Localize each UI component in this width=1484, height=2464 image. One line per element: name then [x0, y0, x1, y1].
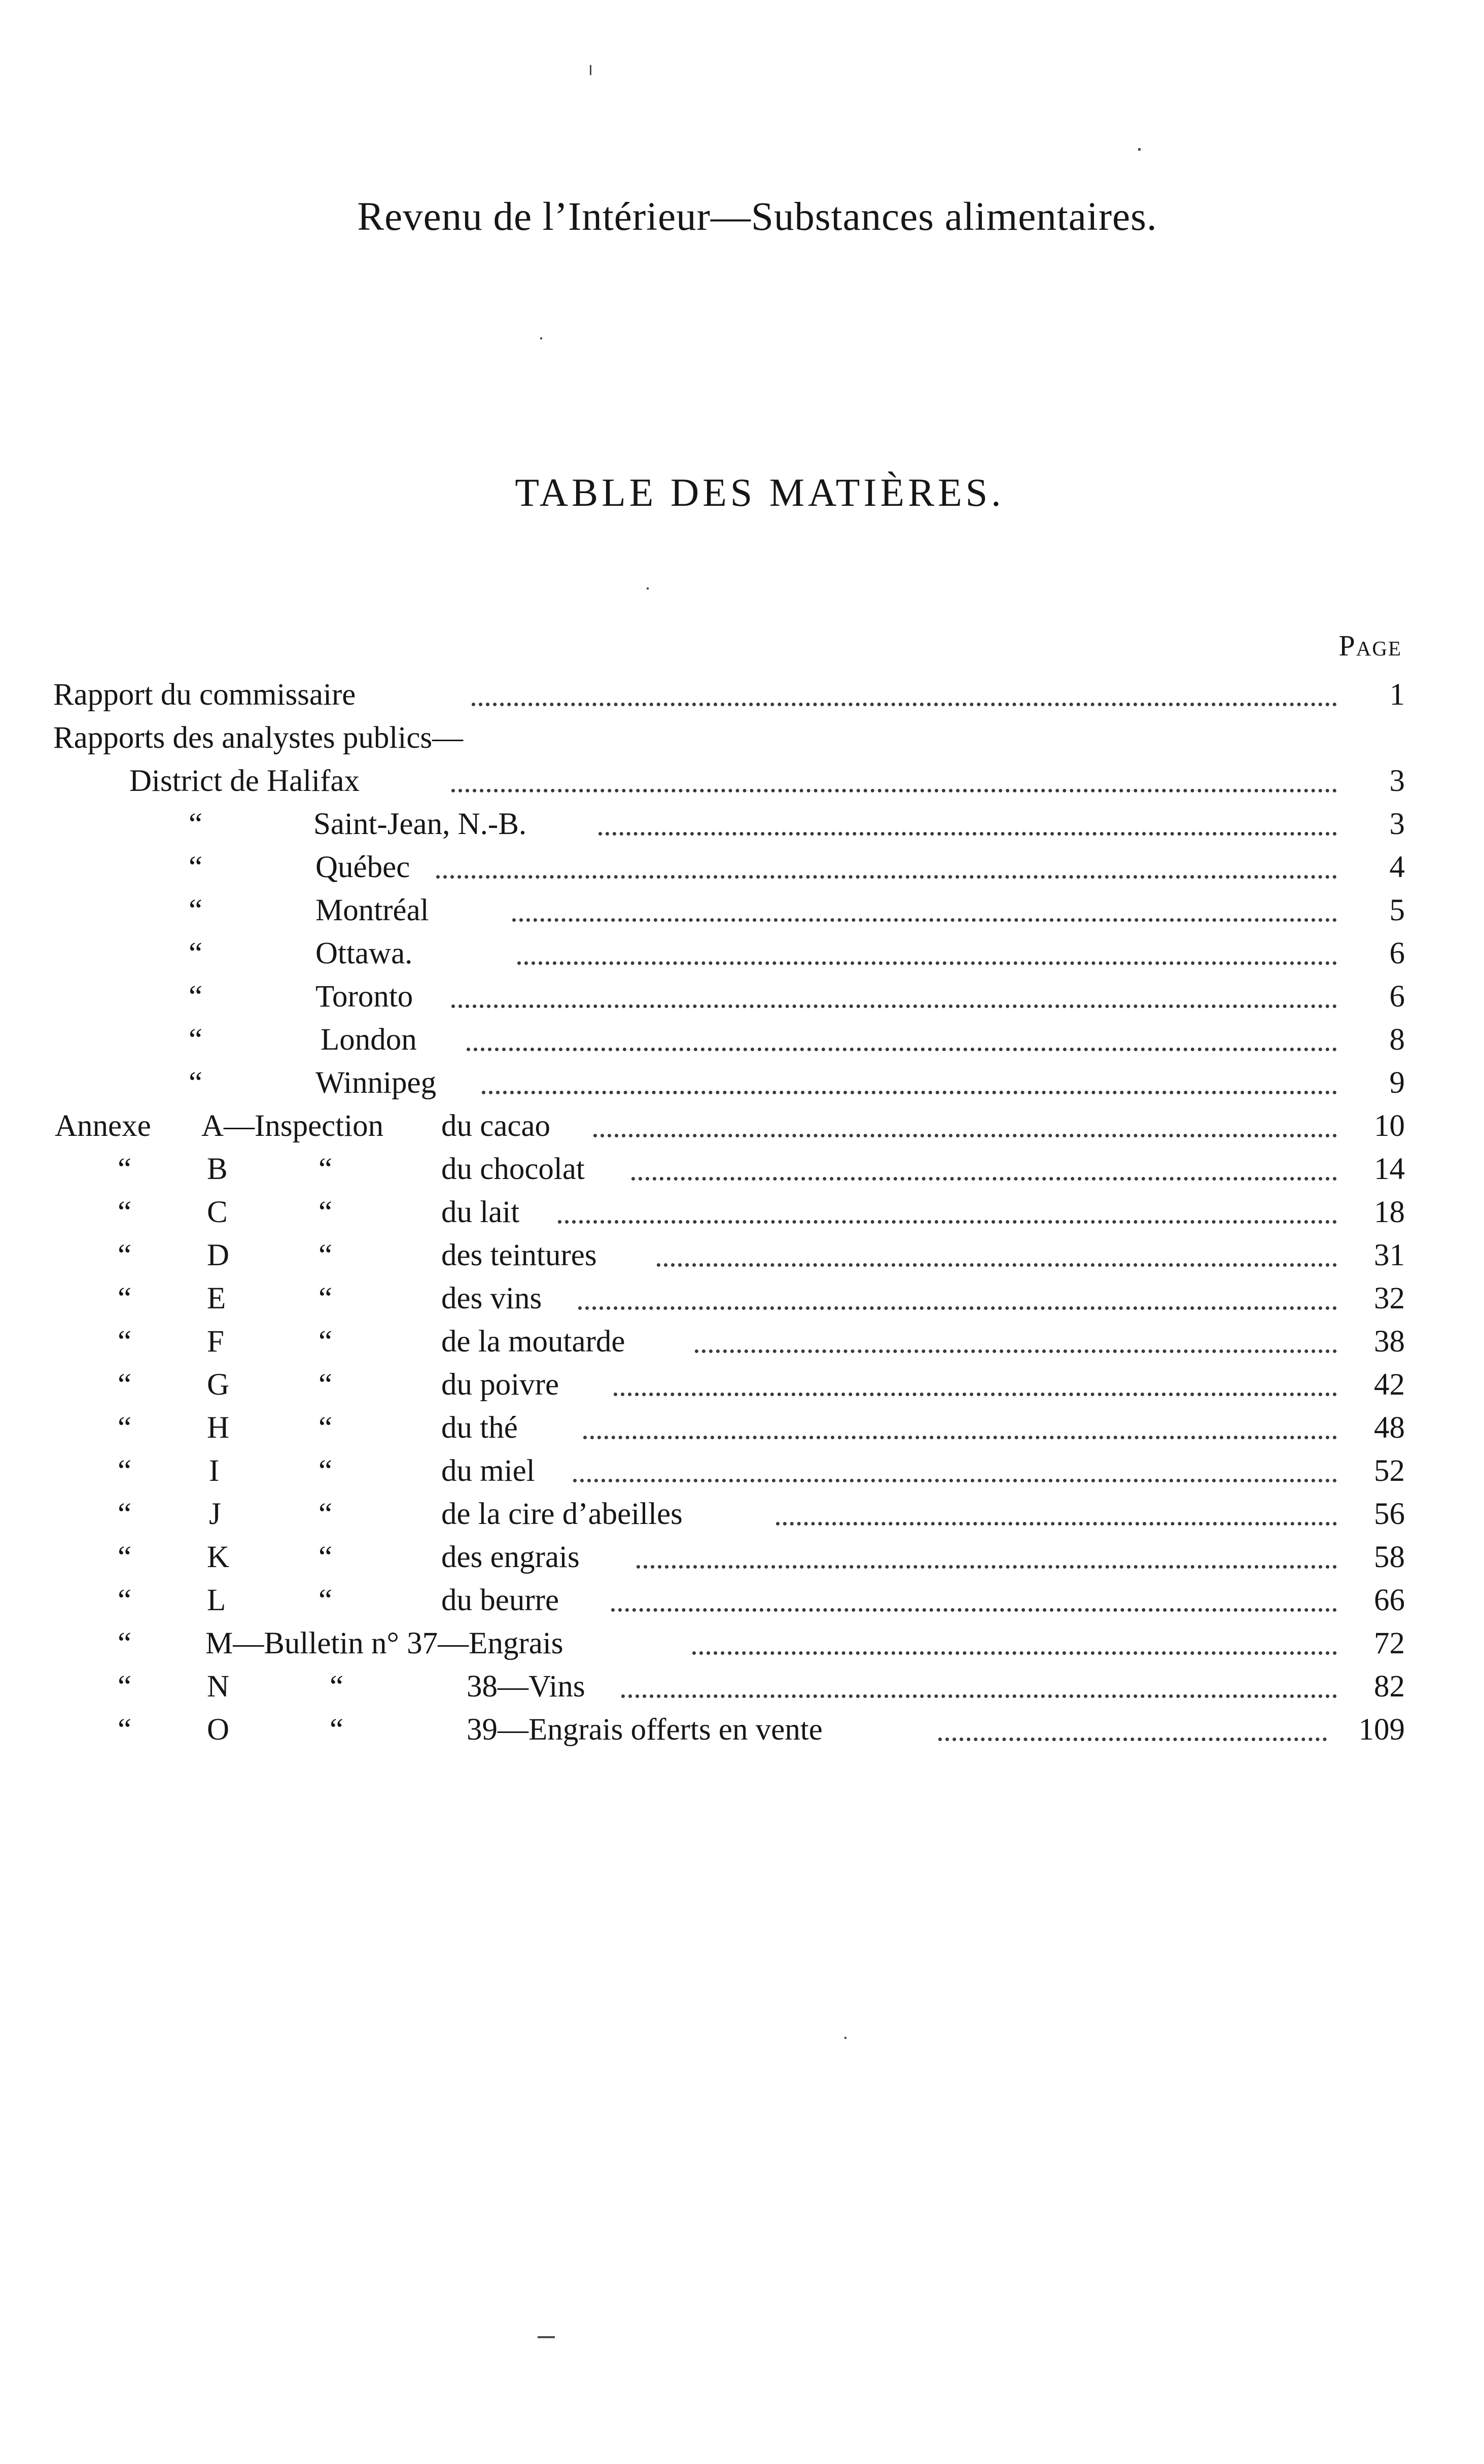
toc-entry — [0, 1363, 1484, 1406]
ditto-mark: “ — [189, 850, 203, 884]
annexe-letter: A—Inspection — [201, 1109, 384, 1143]
annexe-letter: K — [207, 1540, 230, 1574]
dot-leader — [436, 875, 1337, 879]
ditto-mark: “ — [319, 1540, 333, 1574]
toc-section-heading — [0, 716, 1484, 759]
ditto-mark: “ — [319, 1325, 333, 1359]
toc-entry-page: 66 — [1374, 1583, 1405, 1617]
toc-entry — [0, 1536, 1484, 1579]
toc-entry-label: Ottawa. — [315, 936, 413, 970]
toc-entry — [0, 1234, 1484, 1277]
toc-entry-label: de la cire d’abeilles — [441, 1497, 683, 1531]
toc-entry-page: 52 — [1374, 1454, 1405, 1488]
toc-entry-label: Winnipeg — [315, 1066, 437, 1100]
toc-entry-page: 4 — [1389, 850, 1405, 884]
toc-entry-page: 32 — [1374, 1281, 1405, 1315]
toc-entry-page: 9 — [1389, 1066, 1405, 1100]
toc-entry — [0, 1665, 1484, 1708]
toc-entry — [0, 889, 1484, 932]
toc-entry-page: 1 — [1389, 678, 1405, 712]
ditto-mark: “ — [319, 1152, 333, 1186]
annexe-prefix: Annexe — [55, 1109, 151, 1143]
dot-leader — [637, 1565, 1337, 1569]
toc-entry-label: de la moutarde — [441, 1325, 625, 1359]
annexe-letter: E — [207, 1281, 226, 1315]
dot-leader — [472, 703, 1337, 706]
toc-entry-label: 39—Engrais offerts en vente — [467, 1713, 823, 1747]
toc-entry-label: du miel — [441, 1454, 535, 1488]
toc-entry-page: 3 — [1389, 807, 1405, 841]
toc-entry-label: du cacao — [441, 1109, 551, 1143]
dot-leader — [451, 789, 1337, 792]
dot-leader — [593, 1134, 1337, 1137]
ditto-mark: “ — [330, 1670, 344, 1704]
dot-leader — [695, 1349, 1337, 1353]
ditto-mark: “ — [189, 980, 203, 1014]
scan-speck — [1138, 148, 1141, 151]
dot-leader — [482, 1091, 1337, 1094]
ditto-mark: “ — [189, 936, 203, 970]
toc-entry-page: 38 — [1374, 1325, 1405, 1359]
ditto-mark: “ — [189, 1023, 203, 1057]
ditto-mark: “ — [118, 1195, 132, 1229]
toc-entry — [0, 673, 1484, 716]
toc-entry — [0, 1061, 1484, 1104]
toc-heading: TABLE DES MATIÈRES. — [515, 470, 1005, 514]
dot-leader — [614, 1393, 1337, 1396]
ditto-mark: “ — [118, 1626, 132, 1660]
toc-entry — [0, 1104, 1484, 1148]
toc-entry-page: 8 — [1389, 1023, 1405, 1057]
ditto-mark: “ — [189, 893, 203, 927]
ditto-mark: “ — [118, 1583, 132, 1617]
toc-entry-label: Montréal — [315, 893, 429, 927]
scan-speck — [538, 2336, 555, 2338]
annexe-letter: I — [209, 1454, 220, 1488]
toc-entry-page: 18 — [1374, 1195, 1405, 1229]
annexe-letter: L — [207, 1583, 226, 1617]
toc-entry-page: 48 — [1374, 1411, 1405, 1445]
toc-entry-label: Québec — [315, 850, 410, 884]
toc-entry — [0, 1622, 1484, 1665]
dot-leader — [467, 1048, 1337, 1051]
toc-entry — [0, 1277, 1484, 1320]
toc-entry — [0, 1018, 1484, 1061]
dot-leader — [451, 1004, 1337, 1008]
toc-entry — [0, 759, 1484, 803]
dot-leader — [938, 1738, 1327, 1741]
toc-entry-page: 3 — [1389, 764, 1405, 798]
ditto-mark: “ — [319, 1411, 333, 1445]
scan-speck — [590, 65, 591, 75]
toc-entry — [0, 803, 1484, 846]
toc-entry-label: District de Halifax — [129, 764, 360, 798]
ditto-mark: “ — [319, 1454, 333, 1488]
toc-entry-label: du thé — [441, 1411, 518, 1445]
toc-entry-label: des teintures — [441, 1238, 597, 1272]
toc-entry-label: des vins — [441, 1281, 542, 1315]
annexe-letter: F — [207, 1325, 224, 1359]
toc-entry — [0, 846, 1484, 889]
toc-entry-page: 6 — [1389, 980, 1405, 1014]
ditto-mark: “ — [319, 1195, 333, 1229]
toc-entry-label: Saint-Jean, N.-B. — [313, 807, 527, 841]
annexe-letter: H — [207, 1411, 230, 1445]
dot-leader — [598, 832, 1337, 836]
scan-speck — [647, 587, 649, 589]
toc-entry-label: Toronto — [315, 980, 413, 1014]
ditto-mark: “ — [319, 1583, 333, 1617]
toc-entry — [0, 932, 1484, 975]
toc-entry-page: 10 — [1374, 1109, 1405, 1143]
annexe-letter: B — [207, 1152, 228, 1186]
ditto-mark: “ — [118, 1368, 132, 1402]
dot-leader — [776, 1522, 1337, 1525]
toc-entry-label: du lait — [441, 1195, 520, 1229]
toc-entry-label: du beurre — [441, 1583, 559, 1617]
toc-entry-page: 56 — [1374, 1497, 1405, 1531]
dot-leader — [558, 1220, 1337, 1224]
annexe-letter: J — [209, 1497, 221, 1531]
annexe-letter: N — [207, 1670, 230, 1704]
dot-leader — [611, 1608, 1337, 1612]
toc-entry-page: 6 — [1389, 936, 1405, 970]
annexe-letter: G — [207, 1368, 230, 1402]
ditto-mark: “ — [189, 807, 203, 841]
annexe-letter: D — [207, 1238, 230, 1272]
scan-speck — [540, 337, 542, 339]
ditto-mark: “ — [118, 1497, 132, 1531]
toc-entry-page: 82 — [1374, 1670, 1405, 1704]
toc-entry-label: du chocolat — [441, 1152, 585, 1186]
ditto-mark: “ — [118, 1454, 132, 1488]
toc-entry-page: 42 — [1374, 1368, 1405, 1402]
toc-entry-page: 5 — [1389, 893, 1405, 927]
dot-leader — [692, 1651, 1337, 1655]
toc-entry — [0, 1708, 1484, 1751]
toc-entry-label: des engrais — [441, 1540, 580, 1574]
toc-entry-label: London — [321, 1023, 417, 1057]
toc-entry-label: Rapports des analystes publics— — [53, 721, 464, 755]
annexe-letter: C — [207, 1195, 228, 1229]
ditto-mark: “ — [118, 1540, 132, 1574]
ditto-mark: “ — [189, 1066, 203, 1100]
toc-entry-page: 72 — [1374, 1626, 1405, 1660]
ditto-mark: “ — [118, 1325, 132, 1359]
dot-leader — [657, 1263, 1337, 1267]
dot-leader — [517, 961, 1337, 965]
toc-entry — [0, 1191, 1484, 1234]
toc-entry — [0, 1493, 1484, 1536]
dot-leader — [583, 1436, 1337, 1439]
toc-entry-page: 58 — [1374, 1540, 1405, 1574]
ditto-mark: “ — [319, 1281, 333, 1315]
page-header-title: Revenu de l’Intérieur—Substances alimentaires. — [357, 195, 1157, 239]
annexe-letter: M—Bulletin n° 37—Engrais — [205, 1626, 563, 1660]
ditto-mark: “ — [118, 1281, 132, 1315]
ditto-mark: “ — [118, 1152, 132, 1186]
toc-entry — [0, 1320, 1484, 1363]
toc-entry — [0, 975, 1484, 1018]
toc-entry — [0, 1148, 1484, 1191]
ditto-mark: “ — [319, 1238, 333, 1272]
ditto-mark: “ — [330, 1713, 344, 1747]
toc-entry — [0, 1406, 1484, 1449]
ditto-mark: “ — [319, 1368, 333, 1402]
ditto-mark: “ — [118, 1670, 132, 1704]
page-column-label: Page — [1338, 629, 1402, 662]
ditto-mark: “ — [118, 1411, 132, 1445]
ditto-mark: “ — [118, 1713, 132, 1747]
ditto-mark: “ — [319, 1497, 333, 1531]
toc-entry-page: 31 — [1374, 1238, 1405, 1272]
toc-entry-label: 38—Vins — [467, 1670, 585, 1704]
dot-leader — [621, 1694, 1337, 1698]
toc-entry — [0, 1579, 1484, 1622]
toc-entry-page: 109 — [1358, 1713, 1405, 1747]
dot-leader — [631, 1177, 1337, 1181]
toc-entry-label: Rapport du commissaire — [53, 678, 356, 712]
toc-entry — [0, 1449, 1484, 1493]
ditto-mark: “ — [118, 1238, 132, 1272]
dot-leader — [573, 1479, 1337, 1482]
scan-speck — [844, 2037, 846, 2039]
toc-entry-page: 14 — [1374, 1152, 1405, 1186]
dot-leader — [578, 1306, 1337, 1310]
dot-leader — [512, 918, 1337, 922]
annexe-letter: O — [207, 1713, 230, 1747]
toc-entry-label: du poivre — [441, 1368, 559, 1402]
